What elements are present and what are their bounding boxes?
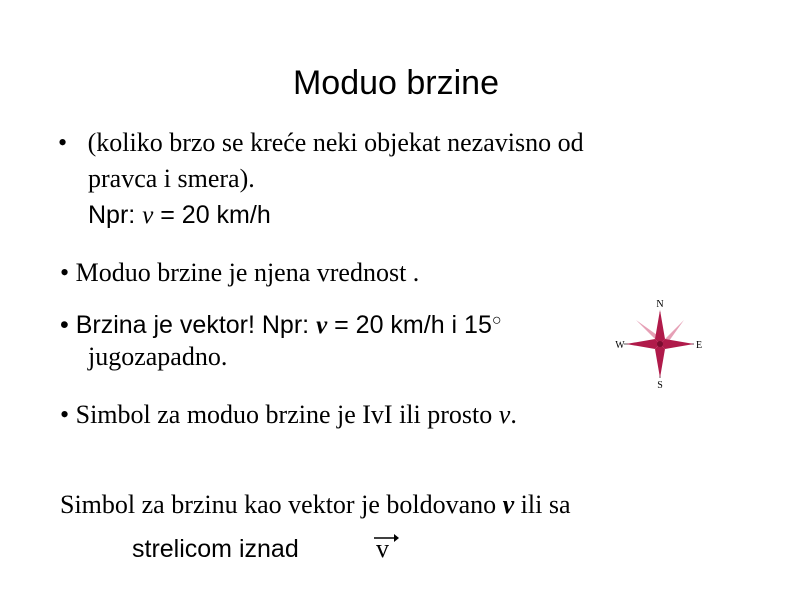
- compass-label-s: S: [657, 380, 663, 391]
- slide-title: Moduo brzine: [292, 64, 499, 102]
- bullet-4-suffix: .: [510, 400, 517, 429]
- note-suffix: ili sa: [514, 490, 571, 519]
- bullet-4-middle: I ili prosto: [383, 400, 499, 429]
- example-value: = 20 km/h: [153, 201, 271, 229]
- compass-label-n: N: [656, 299, 664, 310]
- note-line-1: [60, 490, 571, 520]
- bullet-3-value: = 20 km/h i 15: [327, 311, 492, 339]
- bullet-3-line-1: [60, 306, 502, 341]
- bullet-marker: •: [58, 128, 68, 157]
- bullet-4-prefix: • Simbol za moduo brzine je I: [60, 400, 371, 429]
- compass-label-e: E: [695, 340, 703, 351]
- compass-rose-icon: [612, 296, 708, 392]
- bullet-3-prefix: • Brzina je vektor! Npr:: [60, 311, 317, 339]
- vector-v-symbol: [370, 532, 400, 566]
- bullet-4-variable: v: [370, 400, 384, 429]
- bullet-2: • Moduo brzine je njena vrednost .: [60, 258, 420, 287]
- bullet-3-line-2: jugozapadno.: [88, 342, 228, 371]
- bullet-1-text: (koliko brzo se kreće neki objekat nezavisno od: [87, 128, 584, 157]
- bullet-4-variable-italic: v: [498, 400, 511, 429]
- bullet-4: [60, 400, 517, 430]
- bullet-1-example: [88, 200, 271, 231]
- note-line-2: strelicom iznad: [132, 535, 299, 563]
- bullet-1-line-1: [58, 128, 584, 158]
- note-bold-variable: v: [502, 490, 515, 519]
- example-prefix: Npr:: [88, 201, 143, 229]
- vector-v-letter: v: [376, 534, 389, 563]
- bullet-1-line-2: pravca i smera).: [88, 164, 255, 193]
- note-prefix: Simbol za brzinu kao vektor je boldovano: [60, 490, 503, 519]
- degree-symbol: ○: [491, 312, 502, 329]
- bullet-3-variable: v: [316, 312, 328, 339]
- example-variable: v: [142, 202, 154, 229]
- compass-label-w: W: [615, 340, 625, 351]
